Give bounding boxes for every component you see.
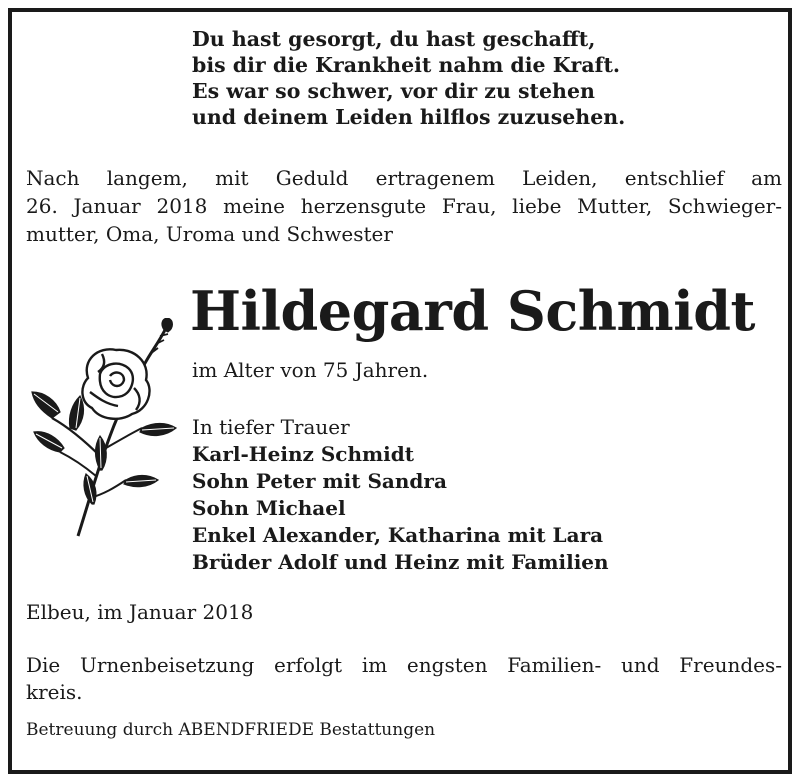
mourner-name: Brüder Adolf und Heinz mit Familien	[192, 550, 609, 574]
intro-line: 26. Januar 2018 meine herzensgute Frau, liebe Mutter, Schwieger-	[26, 194, 782, 218]
intro-line: Nach langem, mit Geduld ertragenem Leiden, entschlief am	[26, 166, 782, 190]
mourners-block	[192, 414, 609, 576]
intro-line: mutter, Oma, Uroma und Schwester	[26, 222, 393, 246]
poem-line: und deinem Leiden hilflos zuzusehen.	[192, 105, 626, 129]
mourning-heading: In tiefer Trauer	[192, 415, 350, 439]
poem	[192, 26, 625, 130]
burial-line: kreis.	[26, 680, 83, 704]
mourner-name: Sohn Michael	[192, 496, 346, 520]
burial-line: Die Urnenbeisetzung erfolgt im engsten Familien- und Freundes-	[26, 653, 782, 677]
mourner-name: Karl-Heinz Schmidt	[192, 442, 415, 466]
mourner-name: Enkel Alexander, Katharina mit Lara	[192, 523, 604, 547]
poem-line: Es war so schwer, vor dir zu stehen	[192, 79, 595, 103]
mourner-name: Sohn Peter mit Sandra	[192, 469, 447, 493]
deceased-age: im Alter von 75 Jahren.	[192, 358, 429, 382]
place-date: Elbeu, im Januar 2018	[26, 600, 254, 624]
poem-line: Du hast gesorgt, du hast geschafft,	[192, 27, 596, 51]
deceased-name: Hildegard Schmidt	[190, 279, 755, 343]
burial-note	[26, 652, 782, 706]
poem-line: bis dir die Krankheit nahm die Kraft.	[192, 53, 621, 77]
intro-text	[26, 164, 782, 248]
undertaker-note: Betreuung durch ABENDFRIEDE Bestattungen	[26, 720, 436, 740]
rose-icon	[30, 318, 180, 544]
